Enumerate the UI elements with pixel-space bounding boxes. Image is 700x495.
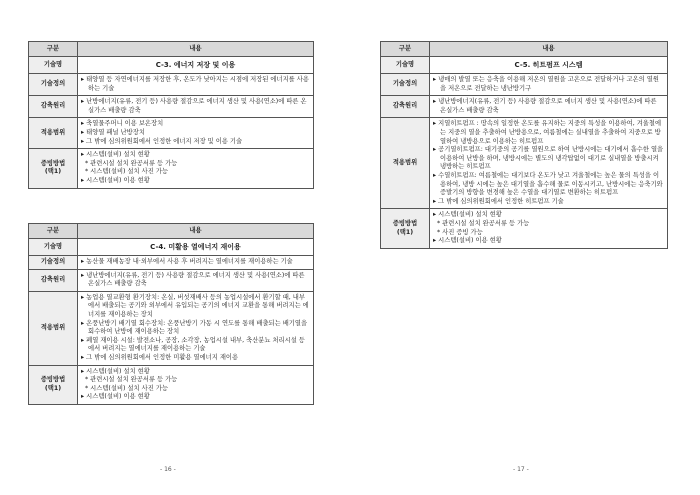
list-item: ▸ 태양열 등 자연에너지를 저장한 후, 온도가 낮아지는 시점에 저장된 에너지를 사용하는 기술 [81, 76, 309, 92]
table-row [29, 118, 314, 149]
list-item: ▸ 냉난방에너지(유류, 전기 등) 사용량 절감으로 에너지 생산 및 사용(연소)에 따른 온실가스 배출량 감축 [433, 98, 657, 114]
row-key: 증빙방법 (택1) [381, 209, 430, 248]
bullet-list [81, 258, 310, 267]
page-number-right: - 17 - [513, 466, 529, 473]
list-item: ▸ 난방에너지(유류, 전기 등) 사용량 절감으로 에너지 생산 및 사용(연소)에 따른 온실가스 배출량 감축 [81, 98, 307, 114]
row-key: 증빙방법 (택1) [29, 365, 78, 404]
row-key: 감축원리 [29, 96, 78, 118]
list-item: ▸ 냉난방에너지(유류, 전기 등) 사용량 절감으로 에너지 생산 및 사용(연소)에 따른 온실가스 배출량 감축 [81, 271, 305, 288]
header-value: 내용 [78, 42, 314, 57]
bullet-list [433, 76, 664, 93]
bullet-list [81, 151, 310, 185]
row-value [430, 209, 668, 248]
header-key: 구분 [29, 224, 78, 239]
row-key: 기술명 [381, 57, 430, 74]
table-header-row [29, 224, 314, 239]
list-item: ▸ 시스템(설비) 이용 현황 [433, 237, 502, 245]
table-row [29, 365, 314, 404]
list-item: ▸ 수열히트펌프: 여름철에는 대기보다 온도가 낮고 겨울철에는 높은 물의 특성을 이용하여, 냉방 시에는 높은 대기열을 흡수해 물로 이동시키고, 난방시에는 응축기와 증발기의 방향을 변경해 높은 수열을 대기열로 변환하는 히트펌프 [433, 171, 663, 197]
row-value: C-3. 에너지 저장 및 이용 [78, 57, 314, 74]
row-key: 기술정의 [381, 74, 430, 96]
tech-name-row [29, 57, 314, 74]
page-number-left: - 16 - [160, 466, 176, 473]
table-header-row [381, 42, 668, 57]
bullet-list [433, 98, 664, 115]
row-key: 적용범위 [29, 291, 78, 365]
list-item: ▸ 시스템(설비) 이용 현황 [81, 393, 150, 401]
list-item: ▸ 폐열 재이용 시설: 발전소나, 공장, 소각장, 농업시설 내부, 축산분뇨 처리시설 등에서 버려지는 열에너지를 재이용하는 기술 [81, 336, 305, 353]
row-value [78, 291, 314, 365]
row-value [430, 96, 668, 118]
table-row [381, 96, 668, 118]
row-value: C-4. 미활용 열에너지 재이용 [78, 239, 314, 256]
table-row [29, 269, 314, 291]
list-item: ▸ 냉매의 발열 또는 응축을 이용해 저온의 열원을 고온으로 전달하거나 고온의 열원을 저온으로 전달하는 냉난방기구 [433, 76, 659, 92]
row-value [78, 118, 314, 149]
row-value [78, 256, 314, 270]
row-value [78, 365, 314, 404]
list-item: ▸ 축열물주머니 이용 보온장치 [81, 120, 164, 128]
table-row [381, 118, 668, 209]
row-key: 기술정의 [29, 256, 78, 270]
header-key: 구분 [29, 42, 78, 57]
list-item: * 사진 증빙 가능 [437, 228, 483, 236]
list-item: ▸ 농산물 재배농장 내·외부에서 사용 후 버려지는 열에너지를 재이용하는 기술 [81, 258, 293, 265]
list-item: ▸ 그 밖에 심의위원회에서 인정한 미활용 열에너지 재이용 [81, 353, 239, 361]
technology-table-c4 [28, 223, 314, 405]
list-item: * 관련시설 설치 완공서류 등 가능 [437, 219, 530, 227]
row-value [430, 74, 668, 96]
table-row [29, 291, 314, 365]
list-item: ▸ 시스템(설비) 이용 현황 [81, 176, 150, 184]
row-key: 증빙방법 (택1) [29, 149, 78, 188]
row-key: 기술명 [29, 239, 78, 256]
table-row [29, 256, 314, 270]
list-item: * 관련시설 설치 완공서류 등 가능 [85, 376, 178, 384]
list-item: ▸ 시스템(설비) 설치 현황 [433, 211, 502, 219]
bullet-list [433, 120, 664, 206]
list-item: ▸ 태양열 패널 난방장치 [81, 128, 145, 136]
bullet-list [81, 98, 310, 115]
header-value: 내용 [430, 42, 668, 57]
list-item: ▸ 그 밖에 심의위원회에서 인정한 에너지 저장 및 이용 기술 [81, 137, 243, 145]
row-value [78, 269, 314, 291]
list-item: ▸ 온풍난방기 배기열 회수장치: 온풍난방기 가동 시 연도를 통해 배출되는 배기열을 회수하여 난방에 재이용하는 장치 [81, 319, 308, 336]
row-value [78, 149, 314, 188]
row-value [78, 96, 314, 118]
technology-table-c5 [380, 41, 668, 249]
row-value [78, 74, 314, 96]
row-key: 적용범위 [29, 118, 78, 149]
row-key: 적용범위 [381, 118, 430, 209]
list-item: * 시스템(설비) 설치 사진 가능 [85, 384, 168, 392]
list-item: ▸ 시스템(설비) 설치 현황 [81, 367, 150, 375]
table-row [29, 74, 314, 96]
list-item: * 관련시설 설치 완공서류 등 가능 [85, 159, 178, 167]
list-item: ▸ 시스템(설비) 설치 현황 [81, 151, 150, 159]
row-key: 기술명 [29, 57, 78, 74]
tech-name-row [29, 239, 314, 256]
list-item: ▸ 농업용 열교환형 환기장치: 온실, 버섯재배사 등의 농업시설에서 환기할 때, 내부에서 배출되는 공기와 외부에서 유입되는 공기의 에너지 교환을 통해 버려지는 에너지를 재이용하는 장치 [81, 293, 309, 318]
bullet-list [81, 294, 310, 363]
table-row [381, 209, 668, 248]
table-row [29, 149, 314, 188]
row-key: 감축원리 [381, 96, 430, 118]
list-item: * 시스템(설비) 설치 사진 가능 [85, 168, 168, 176]
bullet-list [81, 368, 310, 402]
table-header-row [29, 42, 314, 57]
header-key: 구분 [381, 42, 430, 57]
tech-name-row [381, 57, 668, 74]
technology-table-c3 [28, 41, 314, 189]
row-key: 기술정의 [29, 74, 78, 96]
table-row [381, 74, 668, 96]
table-row [29, 96, 314, 118]
row-key: 감축원리 [29, 269, 78, 291]
list-item: ▸ 공기열히트펌프: 대기중의 공기를 열원으로 하여 난방시에는 대기에서 흡수한 열을 이용하여 난방을 하며, 냉방시에는 별도의 냉각탑없이 대기로 실내열을 방출시켜 냉방하는 히트펌프 [433, 146, 664, 171]
header-value: 내용 [78, 224, 314, 239]
bullet-list [433, 211, 664, 245]
bullet-list [81, 272, 310, 289]
list-item: ▸ 그 밖에 심의위원회에서 인정한 히트펌프 기술 [433, 197, 564, 205]
row-value: C-5. 히트펌프 시스템 [430, 57, 668, 74]
list-item: ▸ 지열히트펌프 : 땅속의 일정한 온도를 유지하는 지중의 특성을 이용하여, 겨울철에는 지중의 열을 추출하여 난방용으로, 여름철에는 실내열을 추출하여 지중으로 방열하여 냉방용으로 이용하는 히트펌프 [433, 120, 662, 145]
bullet-list [81, 120, 310, 146]
bullet-list [81, 76, 310, 93]
row-value [430, 118, 668, 209]
